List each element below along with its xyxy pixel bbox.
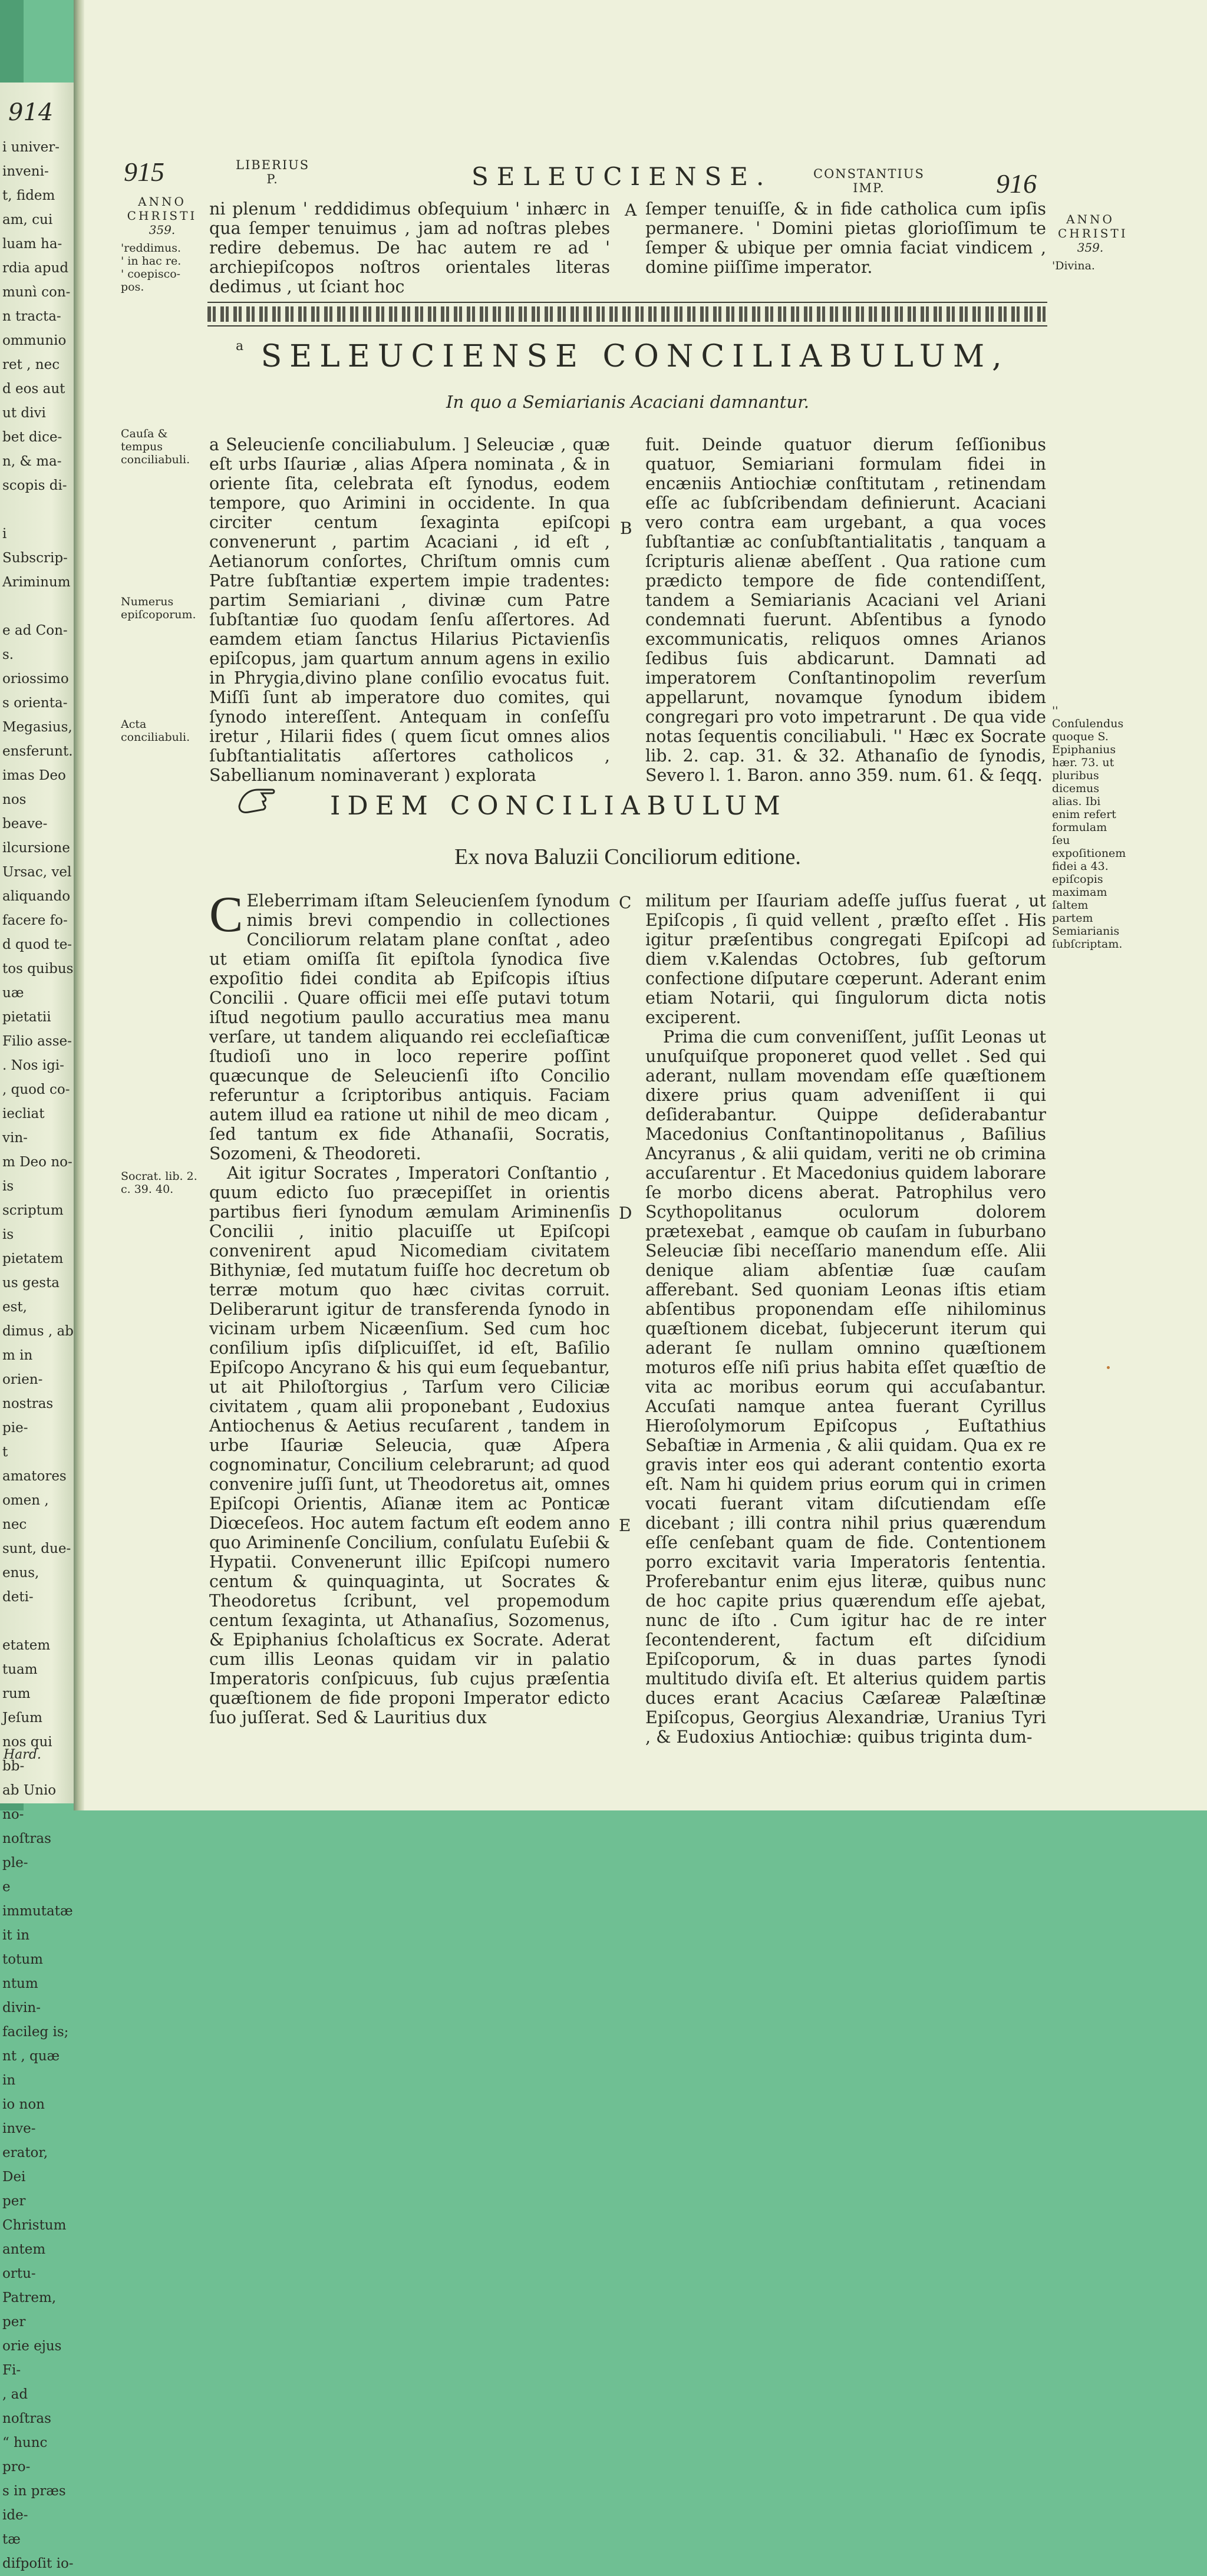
anno-word: ANNO xyxy=(1066,212,1114,226)
previous-page-footer: Hard. xyxy=(4,1747,41,1762)
section2-subtitle: Ex nova Baluzii Conciliorum editione. xyxy=(454,845,801,869)
previous-page-line: omen , nec xyxy=(2,1493,49,1532)
previous-page-line: aliquando xyxy=(2,889,71,904)
running-head-left xyxy=(236,158,309,186)
margin-letter-d: D xyxy=(619,1203,632,1223)
margin-letter-c: C xyxy=(619,893,632,912)
previous-page-line: nos qui bb- xyxy=(2,1734,52,1774)
note: 'Divina. xyxy=(1052,259,1095,272)
note: 'reddimus. xyxy=(121,242,181,255)
christi-word: CHRISTI xyxy=(1058,226,1128,240)
previous-page-line: Ariminum xyxy=(2,575,71,590)
previous-page-line: dimus , ab xyxy=(2,1324,74,1339)
paragraph-text: Eleberrimam iſtam Seleucienſem ſynodum nimis brevi compendio in collectiones Conciliorum relatam plane conſtat , adeo ut etiam omiſſa ſit epiſtola ſynodica ſive expoſitio fidei condita ab Epiſcopis iſtius Concilii . Quare officii mei eſſe putavi totum iſtud negotium paullo accuratius mea manu verſare, ut tandem aliquando rei eccleſiaſticæ ſtudioſi uno in loco reperire poſſint quæcunque de Seleucienſi iſto Concilio referuntur a ſcriptoribus antiquis. Faciam autem illud ea ratione ut nihil de meo dicam , ſed tantum ex fide Athanaſii, Socratis, Sozomeni, & Theodoreti. xyxy=(209,891,610,1163)
previous-page-line: Ursac, vel xyxy=(2,865,72,880)
top-text-right: ſemper tenuiſſe, & in fide catholica cum ipſis permanere. ' Domini pietas glorioſſimum te ſemper & ubique per omnia faciat vindicem , domine piiſſime imperator. xyxy=(645,199,1046,277)
side-note-acta: Acta conciliabuli. xyxy=(121,718,190,744)
previous-page-line: nos beave- xyxy=(2,792,48,832)
running-head-right xyxy=(813,167,925,195)
previous-page-line: iecliat vin- xyxy=(2,1106,45,1146)
section1-left-column: a Seleucienſe conciliabulum. ] Seleuciæ , quæ eſt urbs Iſauriæ , alias Aſpera nominata , & in oriente ſita, celebrata eſt ſynodus, eodem tempore, quo Arimini in occidente. In qua circiter centum ſexaginta epiſcopi convenerunt , partim Acaciani , id eſt , Aetianorum conſortes, Chriſtum omnis cum Patre ſubſtantiæ expertem impie tradentes: partim Semiariani , divinæ cum Patre ſubſtantiæ ſuo quodam ſenſu aſſertores. Ad eamdem etiam ſanctus Hilarius Pictavienſis epiſcopus, jam quartum annum agens in exilio in Phrygia,divino plane conſilio evocatus fuit. Miſſi ſunt ab imperatore duo comites, qui ſynodo intereſſent. Antequam in conſeſſu iretur , Hilarii fides ( quem ſicut omnes alios ſubſtantialitatis aſſertores catholicos , Sabellianum nominaverant ) explorata xyxy=(209,435,610,785)
previous-page-line: luam ha- xyxy=(2,236,62,252)
previous-page-line: Patrem, per xyxy=(2,2290,57,2330)
section2-right-column xyxy=(645,891,1046,1747)
previous-page-line: i univer- xyxy=(2,140,60,155)
previous-page-line: etatem tuam xyxy=(2,1638,51,1677)
previous-page-line xyxy=(2,498,74,522)
previous-page-line xyxy=(2,1609,74,1634)
running-head-right-line1: CONSTANTIUS xyxy=(813,167,925,181)
note: ' coepisco- xyxy=(121,268,181,281)
top-notes-left xyxy=(121,242,197,293)
previous-page-line: tos quibus xyxy=(2,961,74,977)
previous-page-line: facere fo- xyxy=(2,913,68,928)
previous-page-line: t, fidem xyxy=(2,188,55,203)
running-head-center: SELEUCIENSE. xyxy=(471,162,773,191)
previous-page-line: it in totum xyxy=(2,1928,43,1967)
previous-page-line: ensferunt. xyxy=(2,744,73,759)
previous-page-line: erator, Dei xyxy=(2,2145,48,2185)
previous-page-line: s in præs ide- xyxy=(2,2483,66,2523)
top-notes-right xyxy=(1052,259,1123,272)
previous-page-line: uæ pietatii xyxy=(2,985,51,1025)
previous-page-line: is pietatem xyxy=(2,1227,64,1266)
margin-letter-e: E xyxy=(619,1516,631,1535)
previous-page-line: orie ejus Fi- xyxy=(2,2338,62,2378)
section1-title-text: SELEUCIENSE CONCILIABULUM, xyxy=(260,339,1010,374)
margin-letter-b: B xyxy=(620,519,632,538)
previous-page-line: rum Jeſum xyxy=(2,1686,42,1726)
previous-page-line: io non inve- xyxy=(2,2097,45,2136)
note: ' in hac re. xyxy=(121,255,182,268)
side-note-numerus: Numerus epiſcoporum. xyxy=(121,595,196,621)
ornament-rule-top xyxy=(207,302,1047,303)
section2-right-paragraph-2: Prima die cum conveniſſent, juſſit Leonas ut unuſquiſque proponeret quod vellet . Sed qui aderant, nullam movendam eſſe quæſtionem dixere prius quam adveniſſent ii qui deſiderabantur. Quippe deſiderabantur Macedonius Conſtantinopolitanus , Baſilius Ancyranus , & alii quidam, veriti ne ob crimina accuſarentur . Et Macedonius quidem laborare ſe morbo dicens aberat. Patrophilus vero Scythopolitanus oculorum dolorem prætexebat , eamque ob cauſam in ſuburbano Seleuciæ ſibi neceſſario manendum eſſe. Alii denique aliam abſentiæ ſuæ cauſam afferebant. Sed quoniam Leonas iſtis etiam abſentibus proponendam eſſe nihilominus quæſtionem dicebat, ſubjecerunt iterum qui aderant ſe nullam omnino quæſtionem moturos eſſe niſi prius habita eſſet quæſtio de vita ac moribus eorum qui accuſabantur. Accuſati namque antea fuerant Cyrillus Hieroſolymorum Epiſcopus , Euſtathius Sebaſtiæ in Armenia , & alii quidam. Qua ex re gravis inter eos qui aderant contentio exorta eſt. Nam hi quidem prius eorum qui in crimen vocati fuerant vitam diſcutiendam eſſe dicebant ; illi contra nihil prius quærendum eſſe cenſebant quam de fide. Contentionem porro excitavit varia Imperatoris ſententia. Proferebantur enim ejus literæ, quibus nunc de hoc capite prius quærendum eſſe ajebat, nunc de iſto . Cum igitur hac de re inter ſecontenderent, factum eſt diſcidium Epiſcoporum, & in duas partes ſynodi multitudo diviſa eſt. Et alterius quidem partis duces erant Acacius Cæſareæ Palæſtinæ Epiſcopus, Georgius Alexandriæ, Uranius Tyri , & Eudoxius Antiochiæ: quibus triginta dum- xyxy=(645,1027,1046,1747)
section2-title: IDEM CONCILIABULUM xyxy=(330,791,787,821)
side-note-socrates: Socrat. lib. 2. c. 39. 40. xyxy=(121,1170,197,1196)
ornament-rule-bottom xyxy=(207,325,1047,326)
previous-page-line: Filio asse- xyxy=(2,1034,72,1049)
previous-page-line: am, cui xyxy=(2,212,53,227)
previous-page-line: nt , quæ in xyxy=(2,2049,60,2088)
anno-christi-left xyxy=(127,194,197,237)
previous-page-line: s. xyxy=(2,647,14,662)
previous-page-number: 914 xyxy=(8,99,54,126)
previous-page-line: s orienta- xyxy=(2,695,68,711)
previous-page-line: n tracta- xyxy=(2,309,61,324)
previous-page-line: ntum divin- xyxy=(2,1976,41,2016)
previous-page-line: us gesta est, xyxy=(2,1275,60,1315)
previous-page-line: , quod co- xyxy=(2,1082,70,1097)
page-number-right: 916 xyxy=(996,169,1037,199)
previous-page-line: per Christum xyxy=(2,2194,67,2233)
previous-page-line: nostras pie- xyxy=(2,1396,54,1436)
previous-page-line: m Deo no- xyxy=(2,1155,72,1170)
previous-page-line: . Nos igi- xyxy=(2,1058,64,1073)
previous-page-line: bet dice- xyxy=(2,430,62,445)
previous-page-line: i Subscrip- xyxy=(2,526,68,566)
previous-page-line: n, & ma- xyxy=(2,454,62,469)
section1-subtitle: In quo a Semiarianis Acaciani damnantur. xyxy=(446,392,810,412)
paper-speck xyxy=(1107,1366,1110,1369)
running-head-left-line2: P. xyxy=(266,172,279,186)
previous-page-line: d quod te- xyxy=(2,937,72,952)
running-head-right-line2: IMP. xyxy=(853,181,885,195)
top-text-left: ni plenum ' reddidimus obſequium ' inhærc in qua ſemper tenuimus , jam ad noſtras plebes redire debemus. De hac autem re ad ' archiepiſcopos noſtros orientales literas dedimus , ut ſciant hoc xyxy=(209,199,610,296)
previous-page-line: e ad Con- xyxy=(2,623,68,638)
previous-page-line: enus, deti- xyxy=(2,1565,39,1605)
previous-page-line: ab Unio no- xyxy=(2,1783,57,1822)
previous-page-line: m in orien- xyxy=(2,1348,43,1387)
page-number-left: 915 xyxy=(124,157,164,187)
previous-page-line: Megasius, xyxy=(2,720,72,735)
previous-page-line: , ad noſtras xyxy=(2,2387,51,2426)
section2-paragraph-1 xyxy=(209,886,610,1163)
drop-cap: C xyxy=(209,886,243,942)
previous-page-line: noſtras ple- xyxy=(2,1831,51,1871)
previous-page-line: oriossimo xyxy=(2,671,69,687)
previous-page-line: ret , nec xyxy=(2,357,60,372)
running-head-left-line1: LIBERIUS xyxy=(236,158,310,172)
margin-letter-a: A xyxy=(625,200,637,220)
section2-left-column xyxy=(209,886,610,1727)
previous-page-line: sunt, due- xyxy=(2,1541,71,1556)
previous-page-line xyxy=(2,595,74,619)
previous-page-line: inveni- xyxy=(2,164,49,179)
previous-page-line: d eos aut xyxy=(2,381,65,397)
anno-word: ANNO xyxy=(138,194,186,209)
note: pos. xyxy=(121,281,144,293)
book-gutter xyxy=(74,0,84,1810)
previous-page-line: antem ortu- xyxy=(2,2242,46,2281)
previous-page-line: t amatores xyxy=(2,1444,67,1484)
year: 359. xyxy=(149,223,176,237)
previous-page-edge xyxy=(0,83,74,2571)
section1-right-column: fuit. Deinde quatuor dierum ſeſſionibus quatuor, Semiariani formulam fidei in encæniis Antiochiæ conſtitutam , retinendam eſſe ac ſubſcribendam definierunt. Acaciani vero contra eam urgebant, a qua voces ſubſtantiæ ac conſubſtantialitatis , tanquam a ſcripturis alienæ abeſſent . Qua ratione cum prædicto tempore de fide contendiſſent, tandem a Semiarianis Acaciani vel Ariani condemnati fuerunt. Abſentibus a ſynodo excommunicatis, reliquos omnes Arianos ſedibus ſuis abdicarunt. Damnati ad imperatorem Conſtantinopolim reverſum appellarunt, novamque ſynodum ibidem congregari pro voto impetrarunt . De qua vide notas ſequentis conciliabuli. '' Hæc ex Socrate lib. 2. cap. 31. & 32. Athanaſio de ſynodis, Severo l. 1. Baron. anno 359. num. 61. & ſeqq. xyxy=(645,435,1046,785)
previous-page-line: imas Deo xyxy=(2,768,66,783)
previous-page-line: ommunio xyxy=(2,333,67,348)
note-marker: a xyxy=(236,339,244,354)
previous-page-line: tæ difpoſit io- xyxy=(2,2532,74,2571)
side-note-causa: Cauſa & tempus conciliabuli. xyxy=(121,427,190,466)
previous-page-line: scopis di- xyxy=(2,478,67,493)
pointing-hand-icon xyxy=(236,783,277,816)
section2-right-paragraph-1: militum per Iſauriam adeſſe juſſus fuerat , ut Epiſcopis , ſi quid vellent , præſto eſſet . His igitur præſentibus congregati Epiſcopi ad diem v.Kalendas Octobres, ſub geſtorum confectione diſputare cœperunt. Aderant enim etiam Notarii, qui ſingulorum dicta notis exciperent. xyxy=(645,891,1046,1027)
previous-page-line: e immutatæ xyxy=(2,1879,73,1919)
right-margin-note: '' Conſulendus quoque S. Epiphanius hær. 73. ut pluribus dicemus alias. Ibi enim refert formulam ſeu expoſitionem fidei a 43. epiſcopis maximam ſaltem partem Semiarianis ſubſcriptam. xyxy=(1052,704,1126,951)
section1-title xyxy=(236,339,1049,374)
section2-paragraph-2: Ait igitur Socrates , Imperatori Conſtantio , quum edicto ſuo præcepiſſet in orientis partibus fieri ſynodum æmulam Ariminenſis Concilii , initio placuiſſe ut Epiſcopi convenirent apud Nicomediam civitatem Bithyniæ, ſed mutatum fuiſſe hoc decretum ob terræ motum quo hæc civitas corruit. Deliberarunt igitur de transferenda ſynodo in vicinam urbem Nicæenſium. Sed cum hoc conſilium ipſis diſplicuiſſet, id eſt, Baſilio Epiſcopo Ancyrano & his qui eum ſequebantur, ut ait Philoſtorgius , Tarſum vero Ciliciæ civitatem , quam alii proponebant , Eudoxius Antiochenus & Aetius recuſarent , tandem in urbe Iſauriæ Seleucia, quæ Aſpera cognominatur, Concilium celebrarunt; ad quod convenire juſſi ſunt, ut Theodoretus ait, omnes Epiſcopi Orientis, Aſianæ item ac Ponticæ Diœceſeos. Hoc autem factum eſt eodem anno quo Ariminenſe Concilium, conſulatu Euſebii & Hypatii. Convenerunt illic Epiſcopi numero centum & quinquaginta, ut Socrates & Theodoretus ſcribunt, vel propemodum centum ſexaginta, ut Athanaſius, Sozomenus, & Epiphanius ſcholaſticus ex Socrate. Aderat cum illis Leonas quidam vir in palatio Imperatoris conſpicuus, ſub cujus præſentia quæſtionem de fide proponi Imperator edicto ſuo juſſerat. Sed & Lauritius dux xyxy=(209,1163,610,1727)
previous-page-line: ilcursione xyxy=(2,840,70,856)
anno-christi-right xyxy=(1058,212,1128,255)
christi-word: CHRISTI xyxy=(127,209,197,223)
previous-page-line: rdia apud xyxy=(2,260,69,276)
previous-page-line: ut divi xyxy=(2,405,46,421)
previous-page-line: is scriptum xyxy=(2,1179,64,1218)
previous-page-line: munì con- xyxy=(2,285,71,300)
ornamental-band xyxy=(207,306,1047,322)
previous-page-line: “ hunc pro- xyxy=(2,2435,48,2475)
year: 359. xyxy=(1077,240,1104,255)
previous-page-line: facileg is; xyxy=(2,2024,69,2040)
previous-page-text xyxy=(2,136,74,2576)
